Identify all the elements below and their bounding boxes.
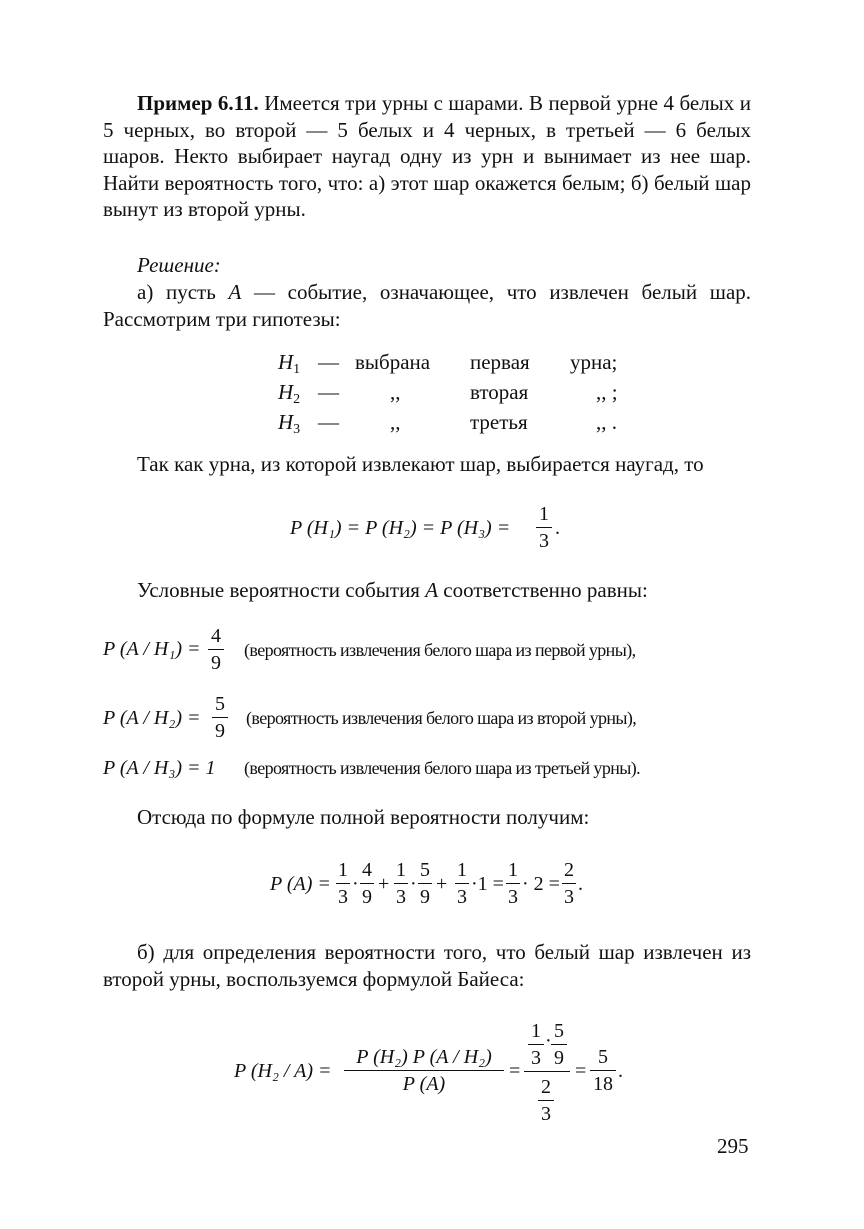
fraction: 1 3 <box>338 859 348 908</box>
period: . <box>618 1060 623 1082</box>
hypothesis-verb: ,, <box>390 380 401 404</box>
solution-a-prefix: а) пусть <box>137 280 216 304</box>
fraction: 1 3 <box>508 859 518 908</box>
fraction: 4 9 <box>208 625 224 674</box>
operator: = <box>575 1060 587 1082</box>
conditional-formula-2: P (A / H₂) = <box>103 707 201 729</box>
fraction: 1 3 <box>536 503 552 552</box>
operator: · <box>352 873 359 895</box>
solution-a-paragraph <box>103 279 751 332</box>
hypothesis-noun: ,, ; <box>596 380 618 404</box>
bayes-lhs: P (H₂ / A) = <box>234 1060 332 1082</box>
compound-fraction-bar <box>524 1071 570 1072</box>
total-lhs: P (A) = <box>270 873 331 895</box>
conditional-formula-3: P (A / H₃) = 1 <box>103 757 216 779</box>
hypothesis-noun: урна; <box>570 350 618 374</box>
hypothesis-noun: ,, . <box>596 410 617 434</box>
hypothesis-ordinal: первая <box>470 350 530 374</box>
conditional-formula-1: P (A / H₁) = <box>103 638 201 660</box>
bayes-main-fraction: P (H₂) P (A / H₂) P (A) <box>344 1046 504 1095</box>
fraction: 5 9 <box>420 859 430 908</box>
conditional-desc-3: (вероятность извлечения белого шара из третьей урны). <box>244 758 641 778</box>
fraction: 5 18 <box>590 1046 616 1095</box>
solution-a-text: — событие, означающее, что извлечен белый шар. Рассмотрим три гипотезы: <box>103 280 752 331</box>
period: . <box>555 517 560 539</box>
event-var: A <box>228 280 242 304</box>
fraction: 4 9 <box>362 859 372 908</box>
operator: + <box>436 873 448 895</box>
example-text: Имеется три урны с шарами. В первой урне 4 белых и 5 черных, во второй — 5 белых и 4 черных, в третьей — 6 белых шаров. Некто выбирает наугад одну из урн и вынимает из нее шар. Найти вероятность того, что: а) этот шар окажется белым; б) белый шар вынут из второй урны. <box>103 91 751 221</box>
conditional-desc-1: (вероятность извлечения белого шара из первой урны), <box>244 640 636 660</box>
fraction: 5 9 <box>551 1020 567 1069</box>
fraction: 2 3 <box>564 859 574 908</box>
hypothesis-row: $H_3$ <box>278 410 301 437</box>
fraction: 1 3 <box>396 859 406 908</box>
since-text: Так как урна, из которой извлекают шар, выбирается наугад, то <box>137 452 704 476</box>
solution-label: Решение: <box>137 253 221 277</box>
fraction: 1 3 <box>457 859 467 908</box>
operator: · 2 = <box>522 873 560 895</box>
operator: ·1 = <box>471 873 504 895</box>
hypothesis-verb: выбрана <box>355 350 431 374</box>
conditional-desc-2: (вероятность извлечения белого шара из второй урны), <box>246 708 637 728</box>
solution-b-paragraph: б) для определения вероятности того, что белый шар извлечен из второй урны, воспользуемся формулой Байеса: <box>103 940 751 991</box>
hypothesis-row: $H_1$ <box>278 350 301 377</box>
fraction: 5 9 <box>212 693 228 742</box>
total-intro: Отсюда по формуле полной вероятности получим: <box>137 805 590 829</box>
priors-formula: P (H₁) = P (H₂) = P (H₃) = <box>290 517 511 539</box>
operator: · <box>410 873 417 895</box>
hypothesis-dash: — <box>318 350 339 374</box>
hypothesis-row: $H_2$ <box>278 380 301 407</box>
conditional-intro: Условные вероятности события A соответственно равны: <box>137 578 648 602</box>
example-paragraph <box>103 90 751 223</box>
operator: + <box>378 873 390 895</box>
fraction: 1 3 <box>528 1020 544 1069</box>
hypothesis-ordinal: третья <box>470 410 528 434</box>
hypothesis-dash: — <box>318 380 339 404</box>
hypothesis-verb: ,, <box>390 410 401 434</box>
hypothesis-ordinal: вторая <box>470 380 529 404</box>
page-number: 295 <box>717 1134 749 1158</box>
example-title: Пример 6.11. <box>137 91 259 115</box>
hypothesis-dash: — <box>318 410 339 434</box>
period: . <box>578 873 583 895</box>
fraction: 2 3 <box>538 1076 554 1125</box>
operator: = <box>509 1060 521 1082</box>
operator: · <box>545 1030 552 1052</box>
